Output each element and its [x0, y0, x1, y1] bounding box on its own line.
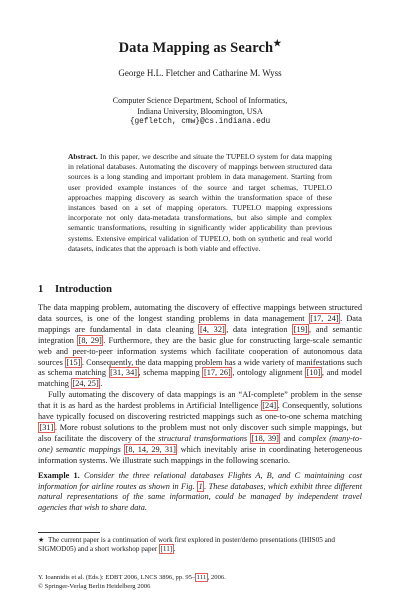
abstract-text: In this paper, we describe and situate the TUPELO system for data mapping in relational databases. Automating the discovery of mappings between structured data sources is a long standing and important problem in data management. Starting from user provided example instances of the source and target schemas, TUPELO approaches mapping discovery as search within the transformation space of these instances based on a set of mapping operators. TUPELO mapping expressions incorporate not only data-metadata transformations, but also simple and complex semantic transformations, resulting in significantly wider applicability than previous systems. Extensive empirical validation of TUPELO, both on synthetic and real world datasets, indicates that the approach is both viable and effective. [68, 152, 333, 253]
example-text [38, 471, 362, 513]
text-run: The current paper is a continuation of work first explored in poster/demo presentations (IHIS05 and SIGMOD05) and a short workshop paper [38, 536, 336, 554]
publication-info [38, 574, 362, 591]
title-footnote-mark[interactable]: ★ [273, 38, 282, 48]
example-label: Example 1. [38, 470, 80, 480]
citation-link[interactable]: [11] [160, 545, 173, 554]
text-run: . Consequently, solutions have typically focused on discovering restricted mappings such as one-to-one schema matching [38, 401, 362, 422]
paper-title [0, 38, 400, 57]
citation-link[interactable]: [8, 29] [78, 335, 102, 345]
database-names: Flights A, B, and C [227, 470, 301, 480]
text-run: which inevitably arise in coordinating heterogeneous information systems. We illustrate such mappings in the following scenario. [38, 444, 363, 465]
affiliation-line-2: Indiana University, Bloomington, USA [137, 106, 263, 116]
example-1 [38, 471, 362, 515]
text-run: . [173, 545, 176, 554]
citation-link[interactable]: [31, 34] [110, 368, 137, 378]
text-run: . Consequently, the data mapping problem has a wide variety of manifestations such as schema matching [38, 357, 362, 378]
text-run: maintaining cost information for airline routes as shown in Fig. [38, 470, 363, 491]
citation-link[interactable]: [4, 32] [199, 324, 225, 334]
citation-link[interactable]: [31] [39, 422, 54, 432]
citation-link[interactable]: [17, 24] [310, 313, 339, 323]
authors: George H.L. Fletcher and Catharine M. Wyss [118, 68, 282, 78]
text-run: , data integration [226, 324, 293, 334]
text-run: , and semantic integration [38, 324, 363, 345]
text-run: Fully automating the discovery of data mappings is an “AI-complete” problem in the sense that it is as hard as the hardest problems in Artificial Intelligence [38, 390, 362, 411]
text-run: . More robust solutions to the problem must not only discover such simple mappings, but also facilitate the discovery of the [38, 422, 362, 443]
citation-link[interactable]: [18, 39] [251, 433, 279, 443]
section-number: 1 [38, 284, 44, 295]
citation-link[interactable]: [24, 25] [72, 379, 99, 389]
footnote [38, 536, 362, 555]
figure-link[interactable]: 1 [198, 481, 203, 491]
citation-link[interactable]: [19] [293, 324, 308, 334]
abstract-label: Abstract. [68, 152, 98, 161]
text-run: Y. Ioannidis et al. (Eds.): EDBT 2006, LNCS 3896, pp. 95– [38, 574, 196, 581]
footnote-mark: ★ [38, 536, 45, 544]
section-heading [38, 284, 112, 295]
emphasis-text: structural transformations [158, 433, 248, 443]
citation-link[interactable]: [8, 14, 29, 31] [125, 444, 176, 454]
emphasis-text: complex (many-to-one) semantic mappings [38, 433, 362, 454]
page-link[interactable]: 111 [196, 574, 207, 581]
author-emails: {gefletch, cmw}@cs.indiana.edu [129, 118, 271, 127]
text-run: , and model matching [38, 368, 362, 389]
copyright-line: © Springer-Verlag Berlin Heidelberg 2006 [38, 582, 151, 590]
citation-link[interactable]: [15] [66, 357, 81, 367]
text-run: Consider the three relational databases [83, 470, 228, 480]
text-run: . Data mappings are fundamental in data cleaning [38, 313, 362, 334]
footnote-divider [38, 532, 100, 533]
intro-paragraph-1 [38, 303, 362, 390]
text-run: , ontology alignment [232, 368, 306, 378]
intro-paragraph-2 [38, 390, 362, 466]
citation-link[interactable]: [17, 26] [203, 368, 231, 378]
text-run: . These databases, which exhibit three different natural representations of the same information, could be managed by independent travel agencies that wish to share data. [38, 481, 363, 513]
text-run: and [280, 433, 299, 443]
affiliation [0, 96, 400, 128]
text-run: . Furthermore, they are the basic glue for constructing large-scale semantic web and peer-to-peer information systems which facilitate cooperation of autonomous data sources [38, 335, 362, 367]
text-run: . [100, 379, 103, 389]
affiliation-line-1: Computer Science Department, School of Informatics, [112, 96, 288, 105]
text-run: The data mapping problem, automating the discovery of effective mappings between structured data sources, is one of the longest standing problems in data management [38, 303, 362, 323]
abstract [68, 152, 332, 254]
section-title: Introduction [55, 284, 112, 295]
title-text: Data Mapping as Search [118, 39, 274, 56]
text-run: , 2006. [207, 574, 226, 581]
publication-line-1 [38, 574, 362, 583]
citation-link[interactable]: [24] [262, 401, 277, 411]
citation-link[interactable]: [10] [306, 368, 321, 378]
section-body [38, 303, 362, 514]
text-run: , schema mapping [138, 368, 203, 378]
